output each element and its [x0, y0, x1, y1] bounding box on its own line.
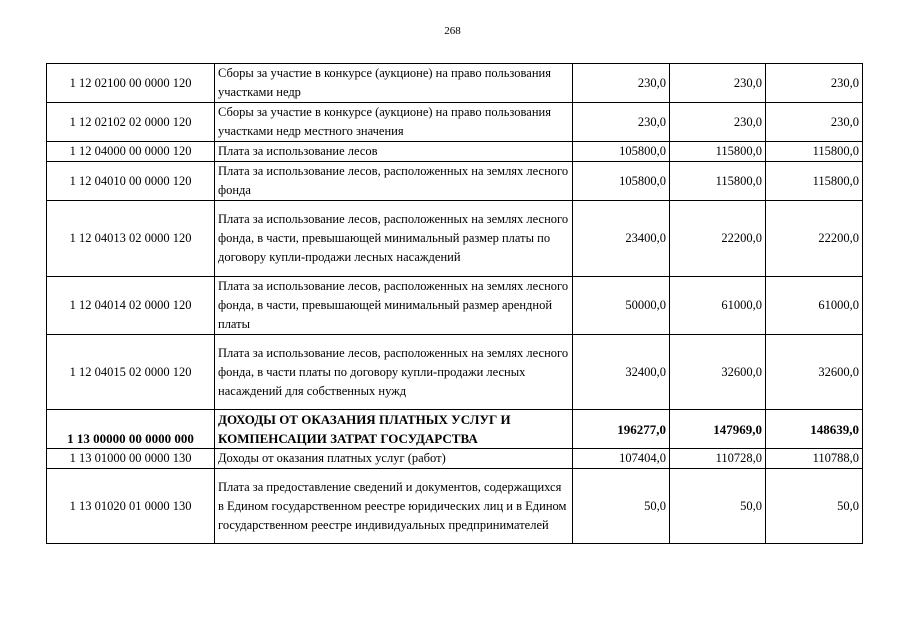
row-value-1: 230,0	[573, 103, 670, 142]
row-value-1: 230,0	[573, 64, 670, 103]
row-name: ДОХОДЫ ОТ ОКАЗАНИЯ ПЛАТНЫХ УСЛУГ И КОМПЕНСАЦИИ ЗАТРАТ ГОСУДАРСТВА	[215, 410, 573, 449]
table-row	[47, 201, 863, 277]
row-code: 1 13 01020 01 0000 130	[47, 469, 215, 544]
row-value-3: 115800,0	[766, 162, 863, 201]
table-row	[47, 469, 863, 544]
row-name: Плата за использование лесов, расположенных на землях лесного фонда, в части, превышающей минимальный размер платы по договору купли-продажи лесных насаждений	[215, 201, 573, 277]
row-value-2: 230,0	[670, 103, 766, 142]
row-name: Плата за использование лесов, расположенных на землях лесного фонда, в части платы по договору купли-продажи лесных насаждений для собственных нужд	[215, 335, 573, 410]
table-row	[47, 142, 863, 162]
page-number: 268	[444, 25, 461, 37]
row-value-1: 196277,0	[573, 410, 670, 449]
row-value-3: 230,0	[766, 64, 863, 103]
row-value-2: 32600,0	[670, 335, 766, 410]
row-value-2: 147969,0	[670, 410, 766, 449]
row-code: 1 13 00000 00 0000 000	[47, 410, 215, 449]
table-row	[47, 277, 863, 335]
row-value-2: 110728,0	[670, 449, 766, 469]
row-code: 1 12 02102 02 0000 120	[47, 103, 215, 142]
row-name: Плата за использование лесов, расположенных на землях лесного фонда	[215, 162, 573, 201]
row-value-3: 115800,0	[766, 142, 863, 162]
row-value-3: 61000,0	[766, 277, 863, 335]
row-value-3: 230,0	[766, 103, 863, 142]
row-value-3: 50,0	[766, 469, 863, 544]
row-name: Плата за предоставление сведений и документов, содержащихся в Едином государственном реестре юридических лиц и в Едином государственном реестре индивидуальных предпринимателей	[215, 469, 573, 544]
table-row	[47, 449, 863, 469]
row-name: Сборы за участие в конкурсе (аукционе) на право пользования участками недр местного значения	[215, 103, 573, 142]
row-value-3: 22200,0	[766, 201, 863, 277]
row-value-1: 23400,0	[573, 201, 670, 277]
row-value-2: 61000,0	[670, 277, 766, 335]
row-value-1: 105800,0	[573, 142, 670, 162]
row-value-3: 110788,0	[766, 449, 863, 469]
table-row	[47, 103, 863, 142]
row-value-3: 32600,0	[766, 335, 863, 410]
row-code: 1 13 01000 00 0000 130	[47, 449, 215, 469]
row-name: Сборы за участие в конкурсе (аукционе) на право пользования участками недр	[215, 64, 573, 103]
row-name: Плата за использование лесов, расположенных на землях лесного фонда, в части, превышающей минимальный размер арендной платы	[215, 277, 573, 335]
row-value-2: 22200,0	[670, 201, 766, 277]
row-code: 1 12 04014 02 0000 120	[47, 277, 215, 335]
table-row	[47, 64, 863, 103]
row-value-1: 105800,0	[573, 162, 670, 201]
row-code: 1 12 04010 00 0000 120	[47, 162, 215, 201]
row-value-2: 230,0	[670, 64, 766, 103]
row-code: 1 12 04015 02 0000 120	[47, 335, 215, 410]
table-row	[47, 162, 863, 201]
row-value-2: 115800,0	[670, 162, 766, 201]
table-row	[47, 410, 863, 449]
table-row	[47, 335, 863, 410]
row-value-1: 50000,0	[573, 277, 670, 335]
row-value-1: 32400,0	[573, 335, 670, 410]
row-code: 1 12 02100 00 0000 120	[47, 64, 215, 103]
row-value-2: 50,0	[670, 469, 766, 544]
row-code: 1 12 04000 00 0000 120	[47, 142, 215, 162]
budget-revenue-table	[46, 63, 863, 544]
row-value-1: 50,0	[573, 469, 670, 544]
row-value-2: 115800,0	[670, 142, 766, 162]
row-value-1: 107404,0	[573, 449, 670, 469]
row-name: Доходы от оказания платных услуг (работ)	[215, 449, 573, 469]
row-name: Плата за использование лесов	[215, 142, 573, 162]
row-code: 1 12 04013 02 0000 120	[47, 201, 215, 277]
row-value-3: 148639,0	[766, 410, 863, 449]
